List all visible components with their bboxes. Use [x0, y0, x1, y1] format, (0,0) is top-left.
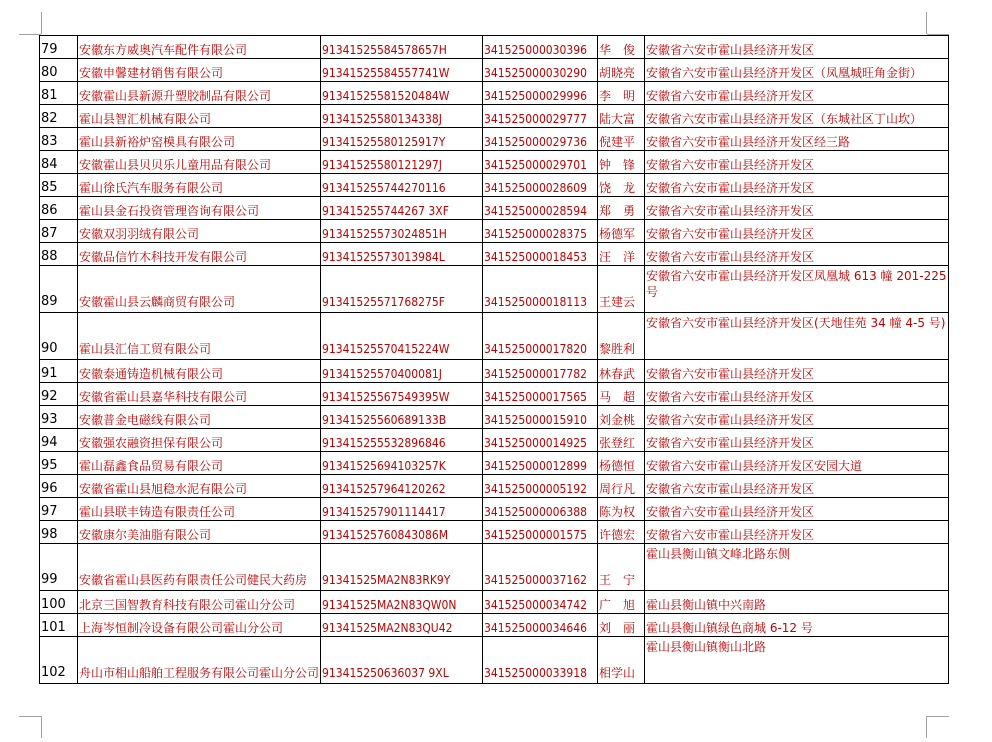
- row-number-cell: 98: [40, 521, 78, 544]
- company-name-cell: 安徽省霍山县医药有限责任公司健民大药房: [78, 544, 321, 591]
- address-cell: 安徽省六安市霍山县经济开发区凤凰城 613 幢 201-225 号: [645, 266, 949, 313]
- legal-representative-cell: 杨德军: [598, 220, 645, 243]
- table-row: [40, 105, 949, 128]
- row-number-cell: 92: [40, 383, 78, 406]
- address-cell: 安徽省六安市霍山县经济开发区（凤凰城旺角金街）: [645, 59, 949, 82]
- table-row: [40, 36, 949, 59]
- legal-representative-cell: 刘金桃: [598, 406, 645, 429]
- row-number-cell: 97: [40, 498, 78, 521]
- legal-representative-cell: 饶 龙: [598, 174, 645, 197]
- table-row: [40, 82, 949, 105]
- crop-mark-bottom-right-horizontal: [927, 716, 949, 717]
- table-row: [40, 151, 949, 174]
- table-row: [40, 128, 949, 151]
- address-cell: 安徽省六安市霍山县经济开发区: [645, 243, 949, 266]
- table-row: [40, 591, 949, 614]
- table-row: [40, 521, 949, 544]
- registration-number-cell: 341525000017565: [483, 383, 598, 406]
- company-name-cell: 安徽品信竹木科技开发有限公司: [78, 243, 321, 266]
- credit-code-cell: 91341525760843086M: [321, 521, 483, 544]
- registration-number-cell: 341525000014925: [483, 429, 598, 452]
- registration-number-cell: 341525000029777: [483, 105, 598, 128]
- table-row: [40, 614, 949, 637]
- address-cell: 安徽省六安市霍山县经济开发区（东城社区丁山坎）: [645, 105, 949, 128]
- registration-number-cell: 341525000029701: [483, 151, 598, 174]
- registration-number-cell: 341525000006388: [483, 498, 598, 521]
- row-number-cell: 102: [40, 637, 78, 684]
- row-number-cell: 88: [40, 243, 78, 266]
- address-cell: 安徽省六安市霍山县经济开发区(天地佳苑 34 幢 4-5 号): [645, 313, 949, 360]
- company-name-cell: 舟山市相山船舶工程服务有限公司霍山分公司: [78, 637, 321, 684]
- table-row: [40, 266, 949, 313]
- crop-mark-top-left-horizontal: [19, 34, 41, 35]
- legal-representative-cell: 林春武: [598, 360, 645, 383]
- credit-code-cell: 913415255532896846: [321, 429, 483, 452]
- table-row: [40, 637, 949, 684]
- address-cell: 安徽省六安市霍山县经济开发区: [645, 475, 949, 498]
- company-name-cell: 安徽申馨建材销售有限公司: [78, 59, 321, 82]
- row-number-cell: 94: [40, 429, 78, 452]
- legal-representative-cell: 郑 勇: [598, 197, 645, 220]
- table-row: [40, 383, 949, 406]
- registration-number-cell: 341525000018113: [483, 266, 598, 313]
- table-row: [40, 197, 949, 220]
- registration-number-cell: 341525000030290: [483, 59, 598, 82]
- address-cell: 安徽省六安市霍山县经济开发区: [645, 406, 949, 429]
- credit-code-cell: 91341525MA2N83QW0N: [321, 591, 483, 614]
- credit-code-cell: 91341525573013984L: [321, 243, 483, 266]
- legal-representative-cell: 周行凡: [598, 475, 645, 498]
- table-row: [40, 429, 949, 452]
- crop-mark-top-left-vertical: [41, 12, 42, 34]
- company-name-cell: 安徽霍山县新源升塑胶制品有限公司: [78, 82, 321, 105]
- legal-representative-cell: 刘 丽: [598, 614, 645, 637]
- legal-representative-cell: 胡晓亮: [598, 59, 645, 82]
- registration-number-cell: 341525000034646: [483, 614, 598, 637]
- row-number-cell: 100: [40, 591, 78, 614]
- legal-representative-cell: 陆大富: [598, 105, 645, 128]
- address-cell: 安徽省六安市霍山县经济开发区: [645, 521, 949, 544]
- address-cell: 安徽省六安市霍山县经济开发区: [645, 197, 949, 220]
- registration-number-cell: 341525000033918: [483, 637, 598, 684]
- registration-number-cell: 341525000028594: [483, 197, 598, 220]
- credit-code-cell: 91341525MA2N83RK9Y: [321, 544, 483, 591]
- registration-number-cell: 341525000029736: [483, 128, 598, 151]
- credit-code-cell: 91341525570415224W: [321, 313, 483, 360]
- legal-representative-cell: 王 宁: [598, 544, 645, 591]
- crop-mark-bottom-right-vertical: [926, 716, 927, 738]
- address-cell: 安徽省六安市霍山县经济开发区: [645, 429, 949, 452]
- row-number-cell: 81: [40, 82, 78, 105]
- address-cell: 安徽省六安市霍山县经济开发区经三路: [645, 128, 949, 151]
- row-number-cell: 83: [40, 128, 78, 151]
- crop-mark-bottom-left-vertical: [41, 716, 42, 738]
- address-cell: 霍山县衡山镇文峰北路东侧: [645, 544, 949, 591]
- legal-representative-cell: 汪 洋: [598, 243, 645, 266]
- credit-code-cell: 91341525573024851H: [321, 220, 483, 243]
- row-number-cell: 85: [40, 174, 78, 197]
- company-name-cell: 霍山县联丰铸造有限责任公司: [78, 498, 321, 521]
- company-name-cell: 霍山县新裕炉窑模具有限公司: [78, 128, 321, 151]
- credit-code-cell: 913415257964120262: [321, 475, 483, 498]
- row-number-cell: 80: [40, 59, 78, 82]
- address-cell: 安徽省六安市霍山县经济开发区: [645, 151, 949, 174]
- address-cell: 安徽省六安市霍山县经济开发区: [645, 360, 949, 383]
- legal-representative-cell: 华 俊: [598, 36, 645, 59]
- registration-number-cell: 341525000017782: [483, 360, 598, 383]
- company-name-cell: 安徽泰通铸造机械有限公司: [78, 360, 321, 383]
- credit-code-cell: 91341525580125917Y: [321, 128, 483, 151]
- company-name-cell: 安徽省霍山县嘉华科技有限公司: [78, 383, 321, 406]
- registration-number-cell: 341525000005192: [483, 475, 598, 498]
- row-number-cell: 82: [40, 105, 78, 128]
- company-name-cell: 霍山徐氏汽车服务有限公司: [78, 174, 321, 197]
- row-number-cell: 84: [40, 151, 78, 174]
- company-name-cell: 安徽康尔美油脂有限公司: [78, 521, 321, 544]
- enterprise-table: [39, 35, 949, 684]
- registration-number-cell: 341525000028609: [483, 174, 598, 197]
- table-row: [40, 59, 949, 82]
- table-row: [40, 475, 949, 498]
- table-row: [40, 243, 949, 266]
- credit-code-cell: 91341525560689133B: [321, 406, 483, 429]
- credit-code-cell: 913415257901114417: [321, 498, 483, 521]
- row-number-cell: 101: [40, 614, 78, 637]
- address-cell: 安徽省六安市霍山县经济开发区: [645, 36, 949, 59]
- credit-code-cell: 91341525584557741W: [321, 59, 483, 82]
- company-name-cell: 上海岑恒制冷设备有限公司霍山分公司: [78, 614, 321, 637]
- credit-code-cell: 91341525571768275F: [321, 266, 483, 313]
- company-name-cell: 安徽双羽羽绒有限公司: [78, 220, 321, 243]
- credit-code-cell: 91341525581520484W: [321, 82, 483, 105]
- credit-code-cell: 91341525694103257K: [321, 452, 483, 475]
- registration-number-cell: 341525000012899: [483, 452, 598, 475]
- registration-number-cell: 341525000017820: [483, 313, 598, 360]
- enterprise-table-body: [40, 36, 949, 684]
- company-name-cell: 安徽省霍山县旭稳水泥有限公司: [78, 475, 321, 498]
- crop-mark-top-right-vertical: [926, 12, 927, 34]
- legal-representative-cell: 陈为权: [598, 498, 645, 521]
- legal-representative-cell: 马 超: [598, 383, 645, 406]
- company-name-cell: 北京三国智教育科技有限公司霍山分公司: [78, 591, 321, 614]
- table-row: [40, 174, 949, 197]
- registration-number-cell: 341525000028375: [483, 220, 598, 243]
- table-row: [40, 498, 949, 521]
- address-cell: 安徽省六安市霍山县经济开发区: [645, 220, 949, 243]
- row-number-cell: 87: [40, 220, 78, 243]
- address-cell: 安徽省六安市霍山县经济开发区: [645, 82, 949, 105]
- address-cell: 安徽省六安市霍山县经济开发区: [645, 498, 949, 521]
- table-row: [40, 220, 949, 243]
- credit-code-cell: 913415255744270116: [321, 174, 483, 197]
- credit-code-cell: 91341525570400081J: [321, 360, 483, 383]
- legal-representative-cell: 王建云: [598, 266, 645, 313]
- address-cell: 安徽省六安市霍山县经济开发区安园大道: [645, 452, 949, 475]
- company-name-cell: 霍山县汇信工贸有限公司: [78, 313, 321, 360]
- registration-number-cell: 341525000001575: [483, 521, 598, 544]
- address-cell: 霍山县衡山镇绿色商城 6-12 号: [645, 614, 949, 637]
- company-name-cell: 安徽霍山县贝贝乐儿童用品有限公司: [78, 151, 321, 174]
- row-number-cell: 86: [40, 197, 78, 220]
- company-name-cell: 霍山磊鑫食品贸易有限公司: [78, 452, 321, 475]
- legal-representative-cell: 相学山: [598, 637, 645, 684]
- company-name-cell: 霍山县金石投资管理咨询有限公司: [78, 197, 321, 220]
- credit-code-cell: 91341525567549395W: [321, 383, 483, 406]
- credit-code-cell: 913415250636037 9XL: [321, 637, 483, 684]
- company-name-cell: 安徽普金电磁线有限公司: [78, 406, 321, 429]
- legal-representative-cell: 钟 锋: [598, 151, 645, 174]
- credit-code-cell: 91341525MA2N83QU42: [321, 614, 483, 637]
- registration-number-cell: 341525000029996: [483, 82, 598, 105]
- legal-representative-cell: 倪建平: [598, 128, 645, 151]
- credit-code-cell: 91341525584578657H: [321, 36, 483, 59]
- company-name-cell: 安徽强农融资担保有限公司: [78, 429, 321, 452]
- legal-representative-cell: 李 明: [598, 82, 645, 105]
- registration-number-cell: 341525000015910: [483, 406, 598, 429]
- legal-representative-cell: 黎胜利: [598, 313, 645, 360]
- address-cell: 安徽省六安市霍山县经济开发区: [645, 383, 949, 406]
- registration-number-cell: 341525000034742: [483, 591, 598, 614]
- company-name-cell: 安徽霍山县云麟商贸有限公司: [78, 266, 321, 313]
- legal-representative-cell: 杨德恒: [598, 452, 645, 475]
- row-number-cell: 91: [40, 360, 78, 383]
- table-row: [40, 406, 949, 429]
- credit-code-cell: 91341525580121297J: [321, 151, 483, 174]
- row-number-cell: 90: [40, 313, 78, 360]
- row-number-cell: 93: [40, 406, 78, 429]
- address-cell: 安徽省六安市霍山县经济开发区: [645, 174, 949, 197]
- crop-mark-bottom-left-horizontal: [19, 716, 41, 717]
- company-name-cell: 霍山县智汇机械有限公司: [78, 105, 321, 128]
- address-cell: 霍山县衡山镇中兴南路: [645, 591, 949, 614]
- legal-representative-cell: 张登红: [598, 429, 645, 452]
- company-name-cell: 安徽东方威奥汽车配件有限公司: [78, 36, 321, 59]
- legal-representative-cell: 许德宏: [598, 521, 645, 544]
- credit-code-cell: 913415255744267 3XF: [321, 197, 483, 220]
- table-row: [40, 544, 949, 591]
- row-number-cell: 79: [40, 36, 78, 59]
- registration-number-cell: 341525000037162: [483, 544, 598, 591]
- table-row: [40, 313, 949, 360]
- address-cell: 霍山县衡山镇衡山北路: [645, 637, 949, 684]
- row-number-cell: 99: [40, 544, 78, 591]
- row-number-cell: 95: [40, 452, 78, 475]
- row-number-cell: 89: [40, 266, 78, 313]
- table-row: [40, 452, 949, 475]
- registration-number-cell: 341525000018453: [483, 243, 598, 266]
- registration-number-cell: 341525000030396: [483, 36, 598, 59]
- credit-code-cell: 91341525580134338J: [321, 105, 483, 128]
- table-row: [40, 360, 949, 383]
- legal-representative-cell: 广 旭: [598, 591, 645, 614]
- row-number-cell: 96: [40, 475, 78, 498]
